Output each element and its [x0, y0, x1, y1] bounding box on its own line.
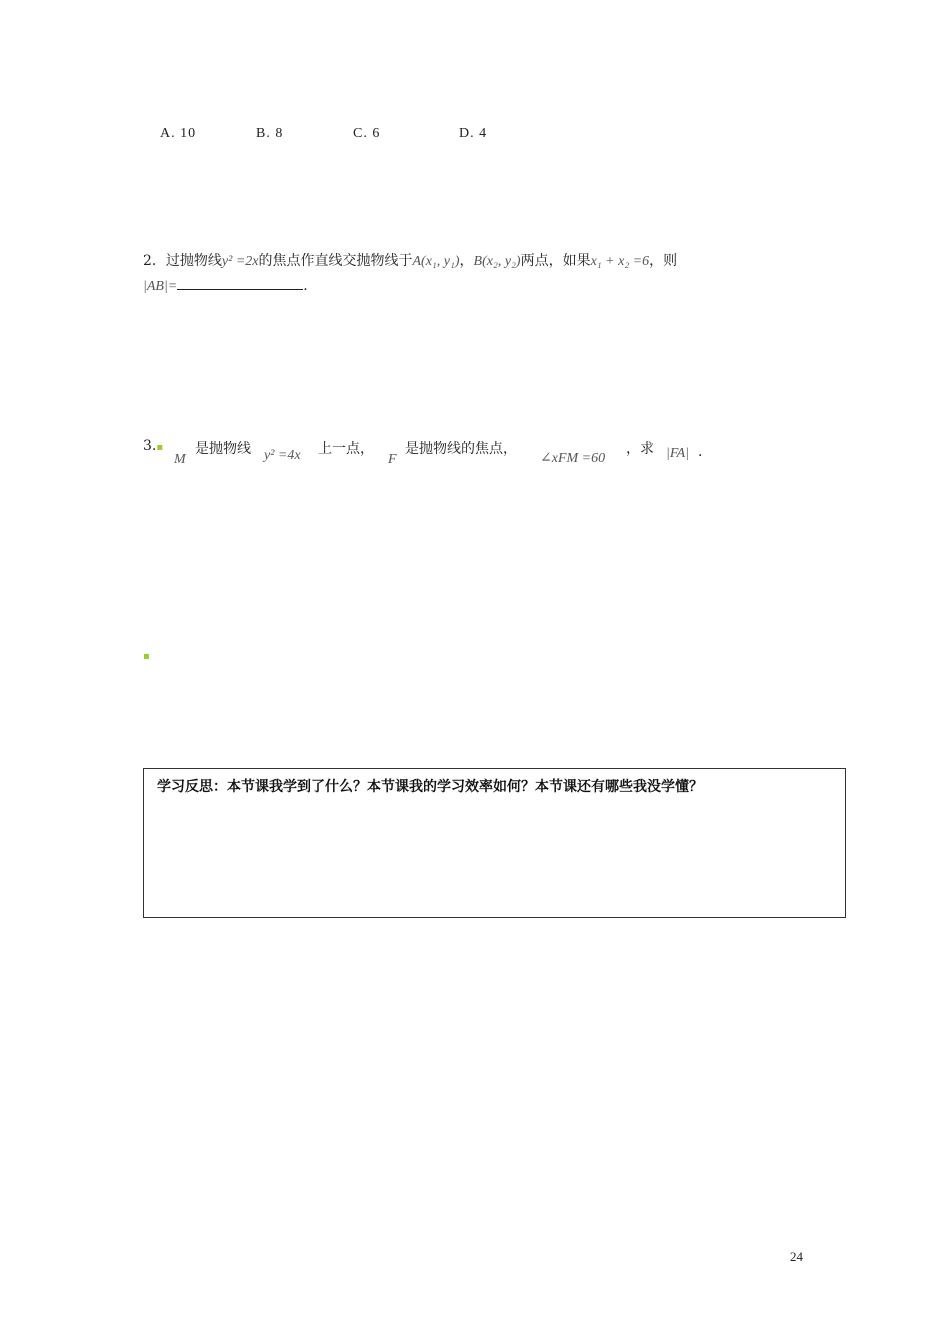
question-text: ，求: [626, 441, 654, 457]
option-value: 10: [180, 126, 197, 141]
fa-length: |FA|: [666, 446, 689, 461]
marker-dot: ▪: [156, 442, 164, 453]
ab-length: |AB|=: [143, 279, 178, 294]
parabola-equation: y² =2x: [221, 254, 259, 269]
point-a: A(x₁, y₁): [412, 254, 460, 269]
period: .: [303, 278, 308, 294]
question-text: 是抛物线的焦点，: [405, 441, 517, 457]
reflection-box[interactable]: [143, 768, 846, 918]
option-value: 8: [275, 126, 284, 141]
question-text: 上一点，: [318, 441, 374, 457]
option-value: 6: [372, 126, 381, 141]
question-number: 3.: [143, 438, 157, 454]
point-f: F: [388, 452, 397, 467]
question-text: ，: [459, 253, 474, 269]
question-2-line-1: [143, 250, 677, 270]
question-text: 的焦点作直线交抛物线于: [258, 253, 413, 269]
period: .: [698, 444, 703, 460]
question-text: 两点，如果: [520, 253, 591, 269]
option-value: 4: [479, 126, 488, 141]
angle-condition: ∠xFM =60: [540, 451, 606, 466]
question-text: 是抛物线: [195, 441, 251, 457]
answer-blank[interactable]: [177, 277, 303, 290]
question-text: ，则: [649, 253, 678, 269]
option-c: [353, 126, 380, 142]
question-3-number: [143, 438, 163, 454]
option-d: [459, 126, 487, 142]
question-text: 过抛物线: [165, 253, 222, 269]
reflection-prompt: 学习反思：本节课我学到了什么？本节课我的学习效率如何？本节课还有哪些我没学懂？: [157, 779, 703, 795]
parabola-equation: y² =4x: [264, 448, 301, 463]
option-letter: C.: [353, 126, 368, 141]
marker-dot: ▪: [143, 651, 150, 662]
option-letter: A.: [160, 126, 176, 141]
point-b: B(x₂, y₂): [473, 254, 521, 269]
option-a: [160, 126, 196, 142]
sum-condition: x₁ + x₂ =6: [590, 254, 650, 269]
point-m: M: [174, 452, 186, 467]
question-number: 2．: [143, 253, 166, 269]
option-letter: D.: [459, 126, 475, 141]
question-2-line-2: [143, 277, 308, 295]
option-letter: B.: [256, 126, 271, 141]
option-b: [256, 126, 283, 142]
page-number: 24: [790, 1249, 803, 1264]
